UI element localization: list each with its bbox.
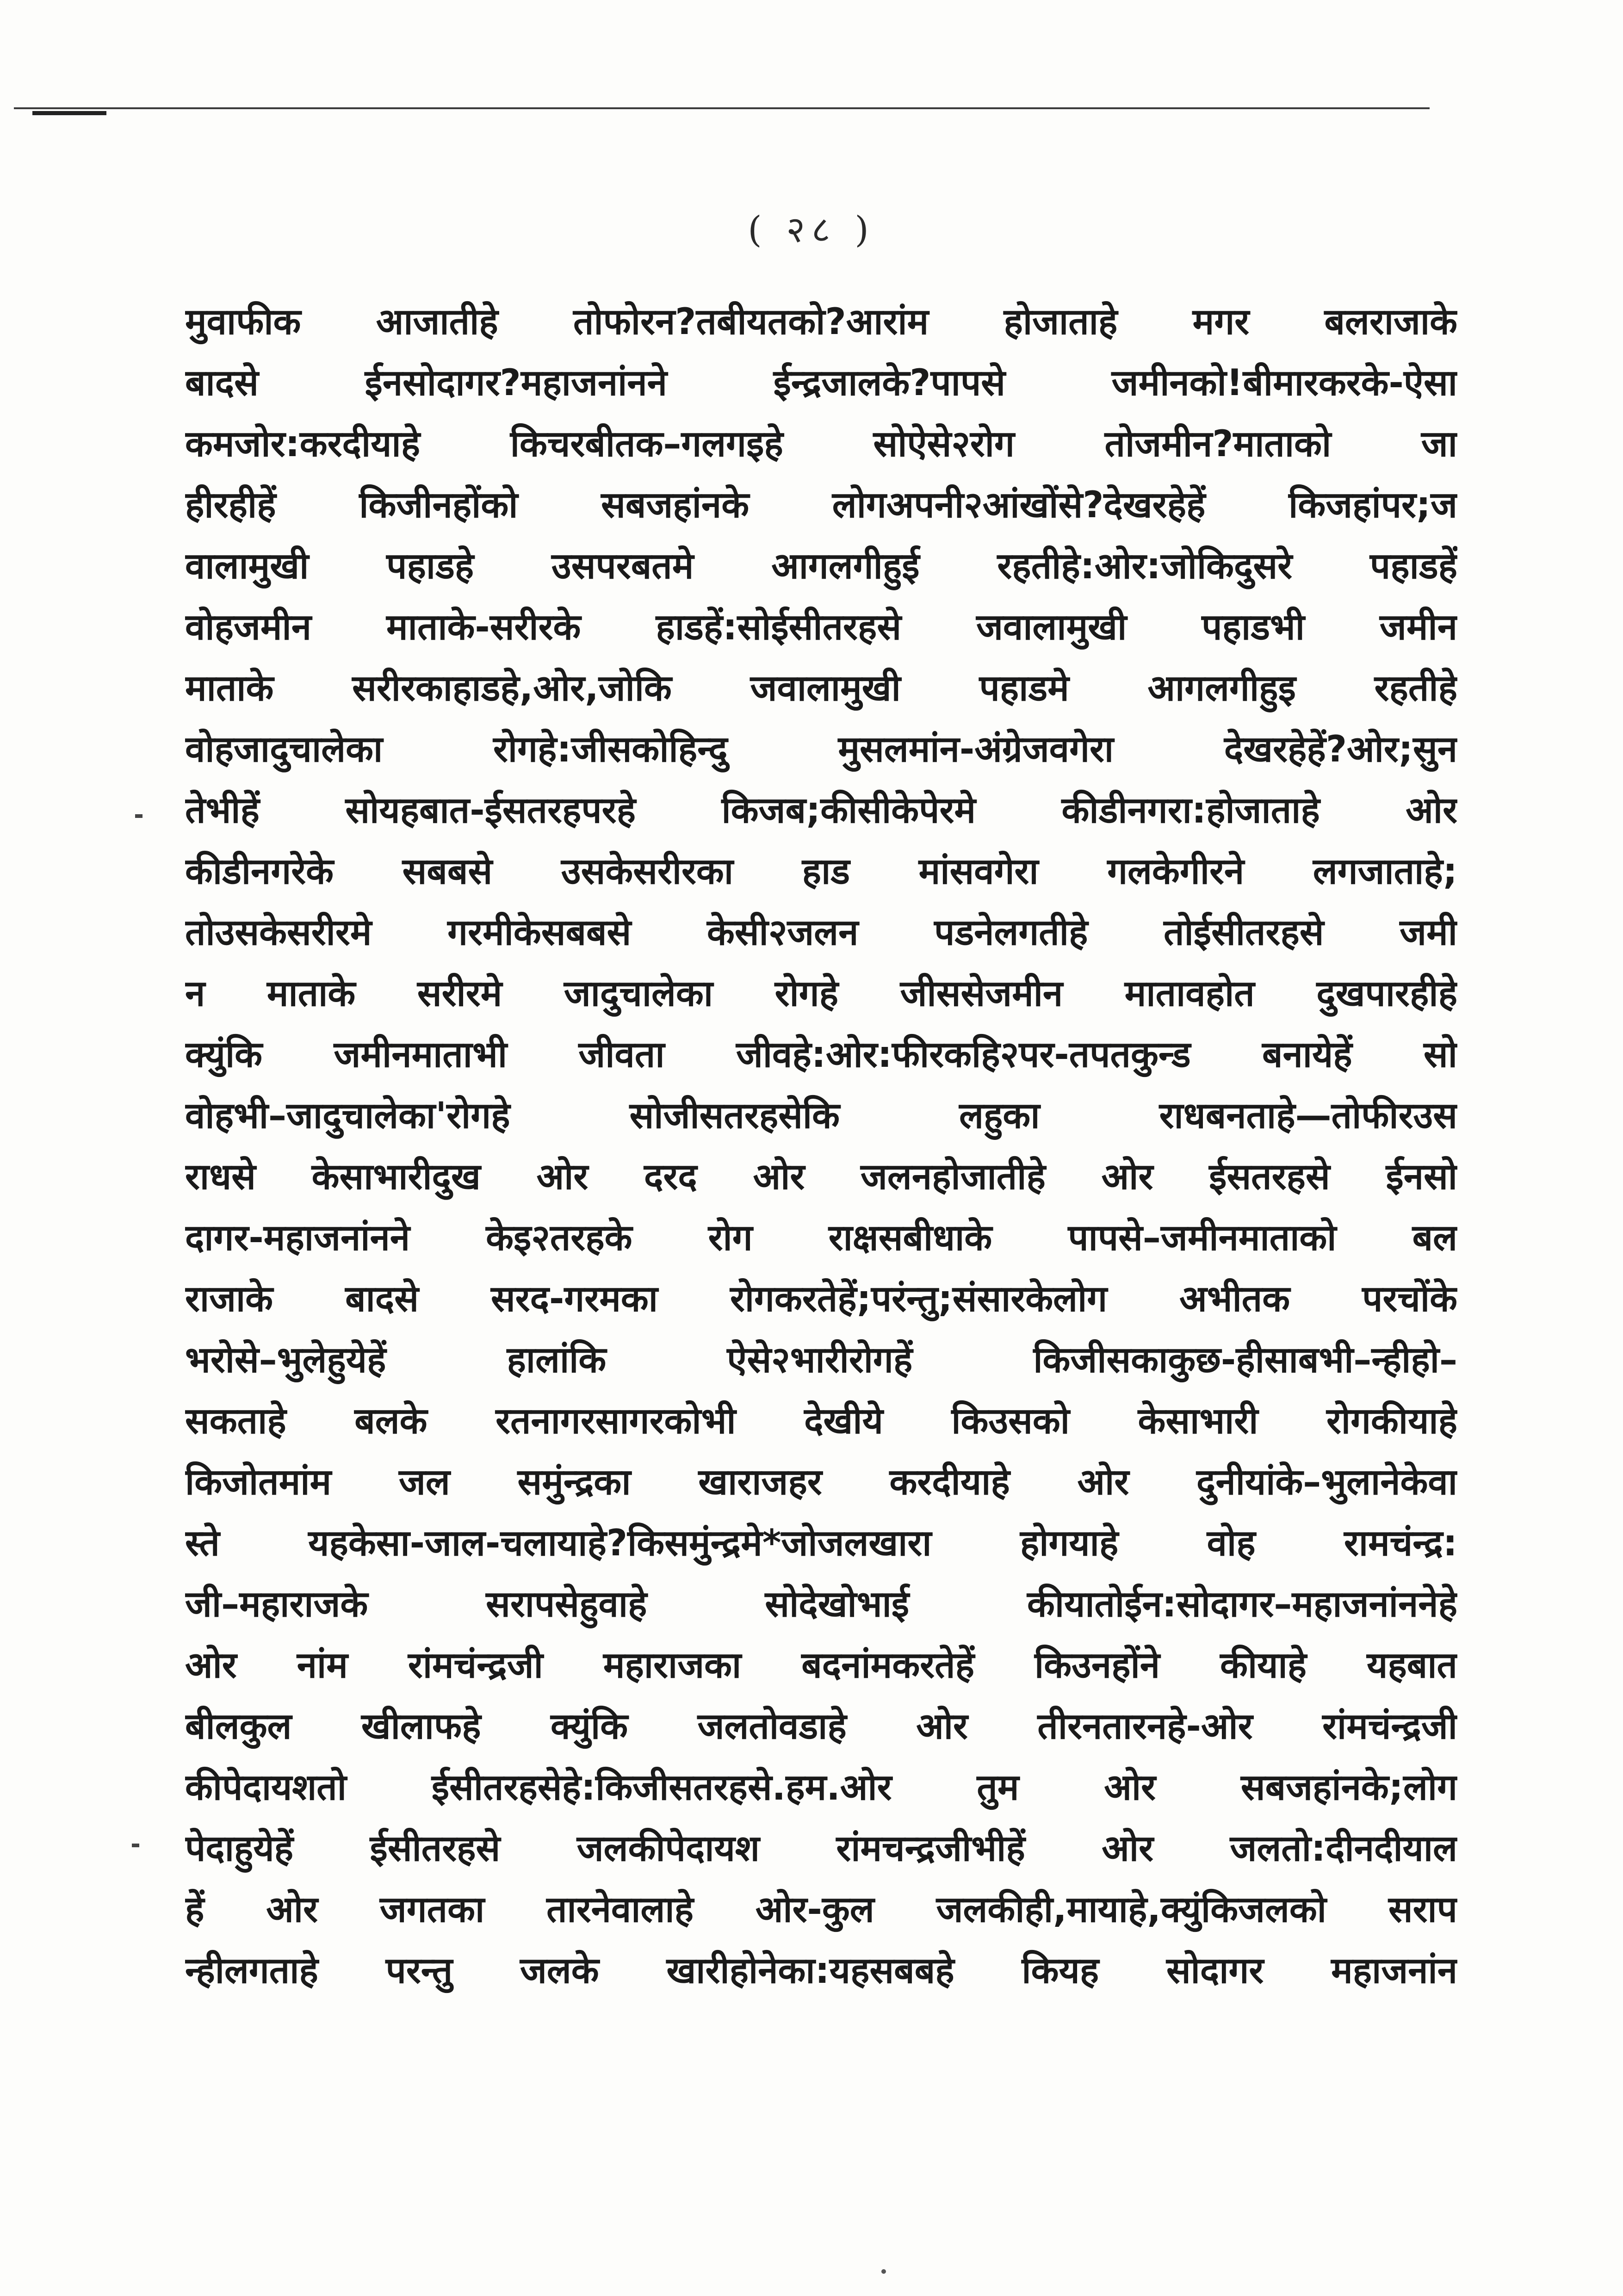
- page-number: ( २८ ): [748, 209, 875, 251]
- text-line: वालामुखी पहाडहे उसपरबतमे आगलगीहुई रहतीहे:ओर:जोकिदुसरे पहाडहें: [185, 545, 1457, 587]
- body-text: [185, 291, 1457, 2001]
- text-line: कीडीनगरेके सबबसे उसकेसरीरका हाड मांसवगेरा गलकेगीरने लगजाताहे;: [185, 851, 1457, 892]
- text-line: राधसे केसाभारीदुख ओर दरद ओर जलनहोजातीहे ओर ईसतरहसे ईनसो: [185, 1156, 1457, 1198]
- text-line: तोउसकेसरीरमे गरमीकेसबबसे केसी२जलन पडनेलगतीहे तोईसीतरहसे जमी: [185, 912, 1457, 953]
- text-line: तेभीहें सोयहबात-ईसतरहपरहे किजब;कीसीकेपेरमे कीडीनगरा:होजाताहे ओर: [185, 790, 1457, 831]
- text-line: पेदाहुयेहें ईसीतरहसे जलकीपेदायश रांमचन्द्रजीभीहें ओर जलतो:दीनदीयाल: [185, 1828, 1457, 1869]
- text-line: न माताके सरीरमे जादुचालेका रोगहे जीससेजमीन मातावहोत दुखपारहीहे: [185, 973, 1457, 1015]
- text-line: भरोसे–भुलेहुयेहें हालांकि ऐसे२भारीरोगहें किजीसकाकुछ-हीसाबभी–न्हीहो–: [185, 1339, 1457, 1381]
- text-line: वोहभी–जादुचालेका'रोगहे सोजीसतरहसेकि लहुका राधबनताहे—तोफीरउस: [185, 1095, 1457, 1137]
- scan-speck: [881, 2269, 886, 2274]
- text-line: बीलकुल खीलाफहे क्युंकि जलतोवडाहे ओर तीरनतारनहे-ओर रांमचंन्द्रजी: [185, 1706, 1457, 1747]
- text-line: राजाके बादसे सरद-गरमका रोगकरतेहें;परंन्तु;संसारकेलोग अभीतक परचोंके: [185, 1278, 1457, 1320]
- text-line: जी–महाराजके सरापसेहुवाहे सोदेखोभाई कीयातोईन:सोदागर–महाजनांननेहे: [185, 1584, 1457, 1625]
- top-rule: [14, 107, 1430, 109]
- text-line: क्युंकि जमीनमाताभी जीवता जीवहे:ओर:फीरकहि२पर-तपतकुन्ड बनायेहें सो: [185, 1034, 1457, 1076]
- text-line: न्हीलगताहे परन्तु जलके खारीहोनेका:यहसबबहे कियह सोदागर महाजनांन: [185, 1950, 1457, 1992]
- top-rule-mark: [32, 111, 106, 115]
- text-line: हीरहीहें किजीनहोंको सबजहांनके लोगअपनी२आंखोंसे?देखरहेहें किजहांपर;ज: [185, 484, 1457, 526]
- margin-mark: [135, 814, 142, 818]
- text-line: कमजोर:करदीयाहे किचरबीतक–गलगइहे सोऐसे२रोग तोजमीन?माताको जा: [185, 423, 1457, 465]
- text-line: बादसे ईनसोदागर?महाजनांनने ईन्द्रजालके?पापसे जमीनको!बीमारकरके-ऐसा: [185, 362, 1457, 404]
- text-line: कीपेदायशतो ईसीतरहसेहे:किजीसतरहसे.हम.ओर तुम ओर सबजहांनके;लोग: [185, 1767, 1457, 1808]
- text-line: सकताहे बलके रतनागरसागरकोभी देखीये किउसको केसाभारी रोगकीयाहे: [185, 1400, 1457, 1442]
- margin-mark: [132, 1844, 139, 1847]
- text-line: ओर नांम रांमचंन्द्रजी महाराजका बदनांमकरतेहें किउनहोंने कीयाहे यहबात: [185, 1645, 1457, 1686]
- text-line: वोहजादुचालेका रोगहे:जीसकोहिन्दु मुसलमांन-अंग्रेजवगेरा देखरहेहें?ओर;सुन: [185, 729, 1457, 770]
- text-line: वोहजमीन माताके-सरीरके हाडहें:सोईसीतरहसे जवालामुखी पहाडभी जमीन: [185, 606, 1457, 648]
- text-line: हें ओर जगतका तारनेवालाहे ओर-कुल जलकीही,मायाहे,क्युंकिजलको सराप: [185, 1889, 1457, 1931]
- text-line: किजोतमांम जल समुंन्द्रका खाराजहर करदीयाहे ओर दुनीयांके–भुलानेकेवा: [185, 1461, 1457, 1503]
- text-line: माताके सरीरकाहाडहे,ओर,जोकि जवालामुखी पहाडमे आगलगीहुइ रहतीहे: [185, 668, 1457, 709]
- text-line: दागर-महाजनांनने केइ२तरहके रोग राक्षसबीधाके पापसे–जमीनमाताको बल: [185, 1217, 1457, 1259]
- text-line: मुवाफीक आजातीहे तोफोरन?तबीयतको?आरांम होजाताहे मगर बलराजाके: [185, 301, 1457, 343]
- text-line: स्ते यहकेसा-जाल-चलायाहे?किसमुंन्द्रमे*जोजलखारा होगयाहे वोह रामचंन्द्र:: [185, 1522, 1457, 1564]
